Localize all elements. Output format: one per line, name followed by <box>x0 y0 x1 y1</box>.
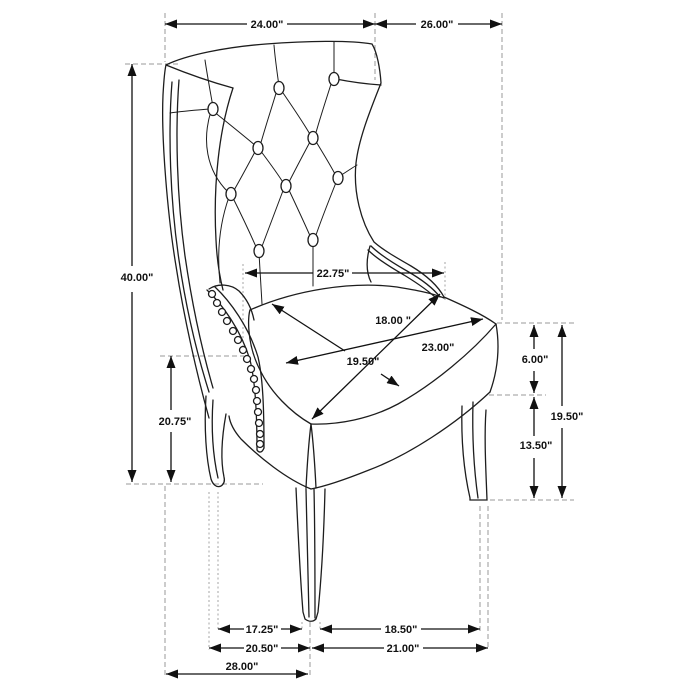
tufting-buttons <box>208 73 343 258</box>
chair-drawing <box>163 41 498 621</box>
dim-label-24-00: 24.00" <box>250 19 284 31</box>
dim-label-20-75: 20.75" <box>158 416 192 428</box>
dimension-seat-side-thickness <box>522 325 549 393</box>
dim-label-18-00: 18.00 " <box>375 315 411 327</box>
dim-label-6-00: 6.00" <box>521 354 549 366</box>
nailhead-trim <box>209 291 264 448</box>
extension-lines <box>125 13 574 678</box>
dim-label-28-00: 28.00" <box>225 661 259 673</box>
dim-label-21-00: 21.00" <box>386 643 420 655</box>
dim-label-40-00: 40.00" <box>120 272 154 284</box>
dimension-front-back-leg-gap <box>218 624 302 636</box>
dim-label-18-50: 18.50" <box>384 624 418 636</box>
dim-label-22-75: 22.75" <box>316 268 350 280</box>
dimension-base-right-span <box>312 643 488 655</box>
dimension-overall-height <box>121 64 154 482</box>
dimension-arm-height <box>159 356 192 482</box>
dim-label-20-50: 20.50" <box>245 643 279 655</box>
legs <box>205 396 487 621</box>
dimension-overall-depth-top <box>375 19 502 31</box>
dimensions <box>121 19 584 674</box>
seat <box>229 285 498 489</box>
dimension-overall-base-depth <box>166 661 308 674</box>
dimension-seat-height <box>551 325 584 498</box>
dim-label-23-00: 23.00" <box>421 342 455 354</box>
chair-back <box>163 41 444 418</box>
dim-label-19-50-seat: 19.50" <box>346 356 380 368</box>
dimension-back-width <box>165 19 375 31</box>
dimension-leg-height <box>520 397 553 498</box>
dimension-rear-leg-span <box>320 624 480 636</box>
dim-label-13-50: 13.50" <box>519 440 553 452</box>
dimension-back-width-bottom <box>245 268 444 280</box>
dim-label-26-00: 26.00" <box>420 19 454 31</box>
left-arm <box>207 285 264 452</box>
dimension-base-left-span <box>209 643 310 655</box>
dim-label-19-50-right: 19.50" <box>550 411 584 423</box>
dim-label-17-25: 17.25" <box>245 624 279 636</box>
